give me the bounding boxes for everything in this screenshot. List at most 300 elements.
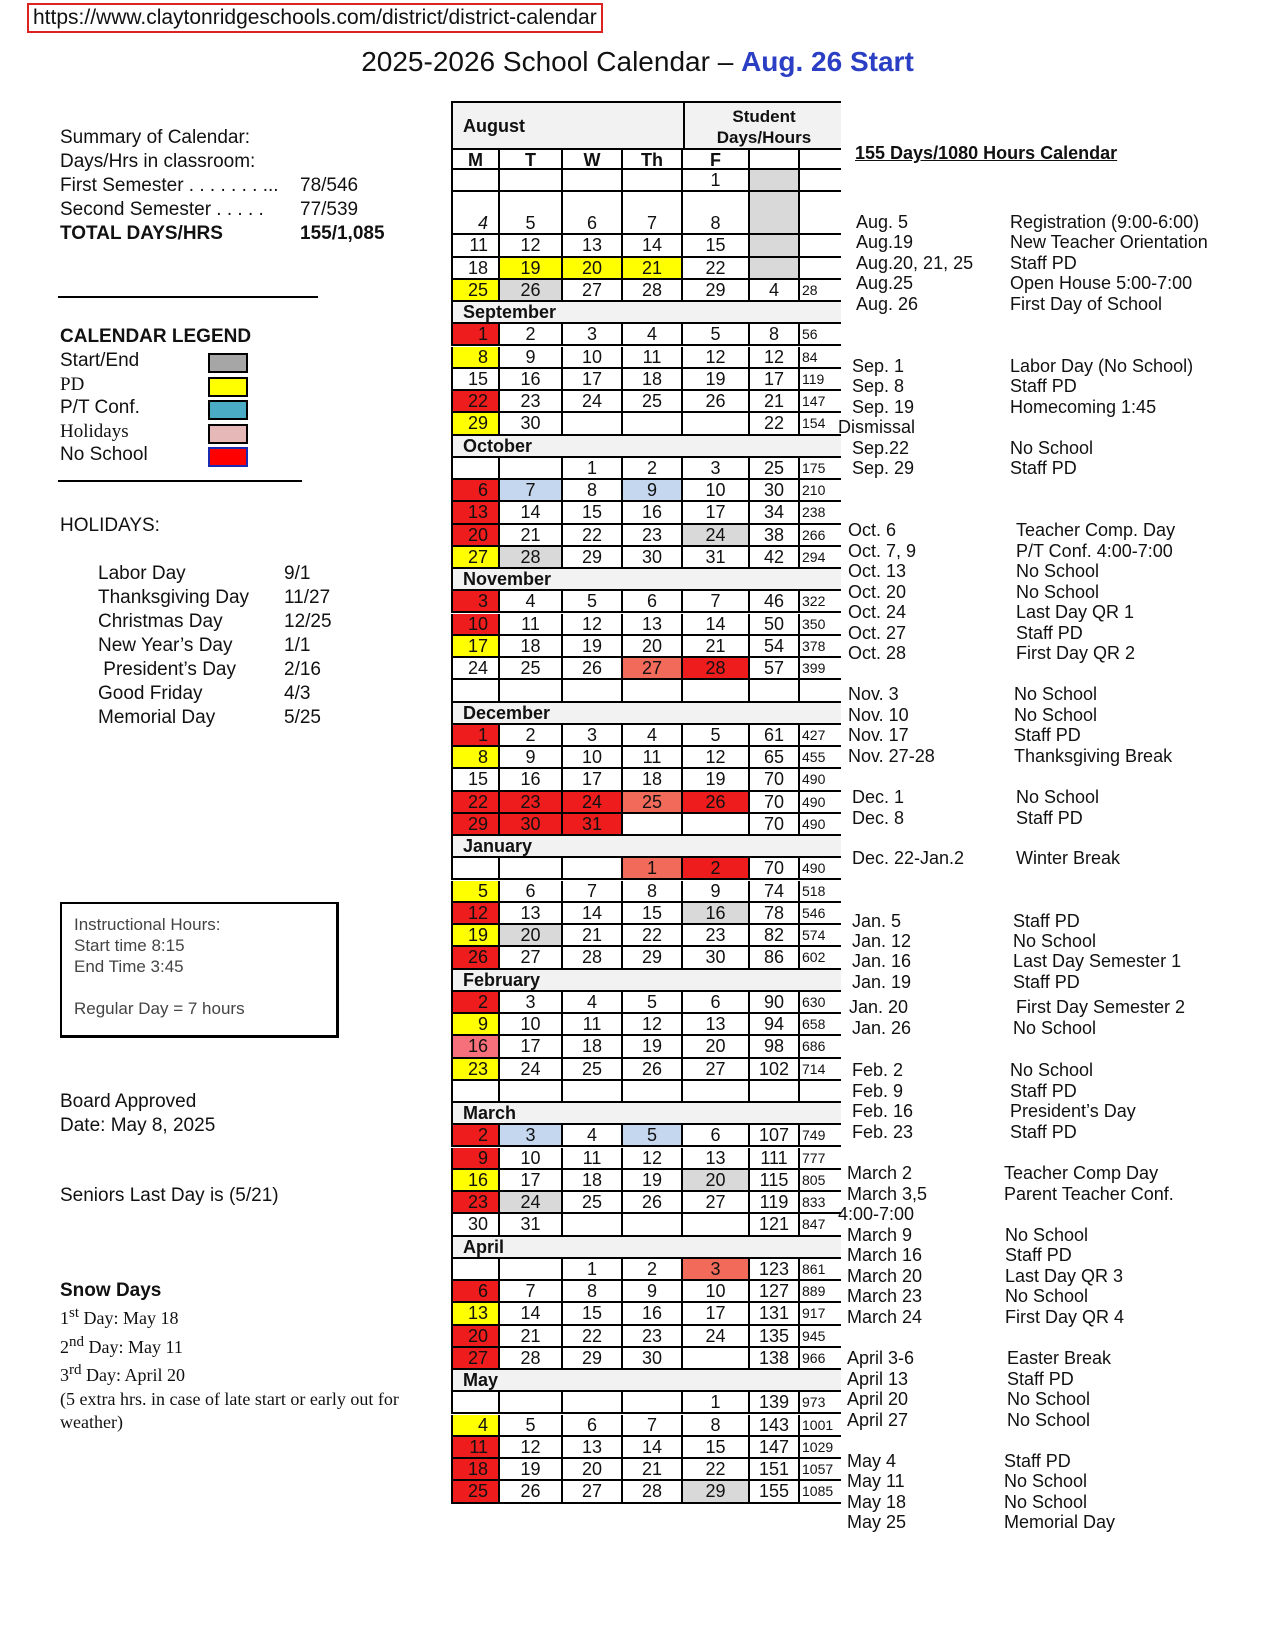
hours-cell: 28 [798, 280, 841, 302]
legend-item [60, 374, 251, 398]
holiday-item [98, 634, 332, 658]
day-cell: 21 [681, 636, 748, 658]
event-date: March 9 [847, 1225, 913, 1245]
event-date: Oct. 24 [848, 602, 907, 622]
hours-cell [798, 192, 841, 235]
legend-label: P/T Conf. [60, 397, 140, 418]
summary-value: 77/539 [300, 199, 359, 220]
student-days-cell: 70 [748, 769, 798, 791]
student-days-cell [748, 258, 798, 280]
holiday-date: 9/1 [284, 563, 311, 584]
day-cell: 9 [451, 1014, 498, 1036]
event-date: Oct. 13 [848, 561, 907, 581]
summary-sub: Days/Hrs in classroom: [60, 151, 256, 172]
event-date: Nov. 10 [848, 705, 909, 725]
day-cell: 21 [621, 258, 681, 280]
student-days-cell: 78 [748, 903, 798, 925]
instructional-start: Start time 8:15 [74, 936, 185, 955]
day-cell: 27 [561, 280, 621, 302]
day-cell: 29 [561, 1348, 621, 1370]
day-cell: 16 [451, 1170, 498, 1192]
day-cell: 20 [451, 525, 498, 547]
event-date: May 25 [847, 1512, 907, 1532]
event-date: Nov. 17 [848, 725, 909, 745]
day-cell: 18 [561, 1036, 621, 1058]
student-days-cell: 86 [748, 947, 798, 969]
hours-cell: 350 [798, 614, 841, 636]
day-cell: 15 [451, 769, 498, 791]
day-cell: 19 [621, 1170, 681, 1192]
day-cell: 12 [621, 1148, 681, 1170]
day-cell: 31 [498, 1214, 561, 1236]
event-description: Homecoming 1:45 [1010, 397, 1157, 417]
legend-item [60, 421, 251, 445]
instructional-regular: Regular Day = 7 hours [74, 999, 245, 1018]
summary-row [60, 222, 385, 246]
day-cell: 26 [451, 947, 498, 969]
day-cell: 2 [451, 1125, 498, 1147]
day-cell [681, 413, 748, 435]
hours-cell: 630 [798, 992, 841, 1014]
day-cell: 3 [498, 992, 561, 1014]
divider [58, 480, 302, 482]
day-cell: 11 [451, 1437, 498, 1459]
event-date: Oct. 27 [848, 623, 907, 643]
snow-note: weather) [60, 1412, 123, 1432]
day-cell: 2 [498, 324, 561, 346]
event-date: Jan. 5 [852, 911, 902, 931]
day-cell: 17 [681, 1303, 748, 1325]
event-date: May 18 [847, 1492, 907, 1512]
day-cell: 31 [681, 547, 748, 569]
day-cell: 4 [498, 591, 561, 613]
student-days-cell: 70 [748, 858, 798, 880]
day-cell [621, 680, 681, 702]
day-cell: 1 [451, 725, 498, 747]
day-cell: 25 [451, 280, 498, 302]
hours-cell: 154 [798, 413, 841, 435]
day-cell: 17 [681, 502, 748, 524]
hours-cell: 1085 [798, 1481, 841, 1503]
day-cell: 14 [498, 1303, 561, 1325]
month-label: May [451, 1370, 841, 1392]
event-date: Feb. 2 [852, 1060, 904, 1080]
hours-cell: 84 [798, 347, 841, 369]
day-cell: 6 [561, 1415, 621, 1437]
day-cell: 5 [621, 1125, 681, 1147]
day-cell: 30 [621, 1348, 681, 1370]
day-cell: 18 [621, 369, 681, 391]
day-cell: 13 [621, 614, 681, 636]
day-cell [561, 1081, 621, 1103]
day-cell: 7 [498, 1281, 561, 1303]
event-date: March 23 [847, 1286, 923, 1306]
legend-label: Holidays [60, 420, 129, 442]
hours-cell: 805 [798, 1170, 841, 1192]
hours-cell: 322 [798, 591, 841, 613]
holiday-date: 12/25 [284, 611, 332, 632]
day-cell [561, 170, 621, 192]
day-cell: 1 [681, 170, 748, 192]
day-cell [498, 458, 561, 480]
student-days-cell: 82 [748, 925, 798, 947]
holiday-name: New Year’s Day [98, 635, 233, 656]
day-cell: 26 [681, 391, 748, 413]
event-description: Parent Teacher Conf. [1004, 1184, 1174, 1204]
student-days-cell: 139 [748, 1392, 798, 1414]
day-cell: 4 [561, 992, 621, 1014]
day-cell [498, 170, 561, 192]
student-days-cell: 38 [748, 525, 798, 547]
page-title [0, 46, 1275, 78]
hours-cell: 210 [798, 480, 841, 502]
day-cell: 16 [621, 1303, 681, 1325]
month-label: November [451, 569, 841, 591]
divider [58, 296, 318, 298]
calendar-grid [451, 101, 841, 1541]
day-cell: 6 [621, 591, 681, 613]
event-date: Aug. 26 [856, 294, 919, 314]
snow-note: (5 extra hrs. in case of late start or early out for [60, 1388, 399, 1409]
day-cell: 7 [498, 480, 561, 502]
student-days-cell [748, 680, 798, 702]
hours-cell: 490 [798, 858, 841, 880]
hours-cell: 574 [798, 925, 841, 947]
day-cell: 17 [561, 769, 621, 791]
hours-cell: 294 [798, 547, 841, 569]
event-date: Oct. 20 [848, 582, 907, 602]
source-url[interactable]: https://www.claytonridgeschools.com/district/district-calendar [27, 3, 603, 33]
event-date: April 13 [847, 1369, 909, 1389]
day-cell: 9 [498, 747, 561, 769]
day-cell: 11 [498, 614, 561, 636]
day-cell: 24 [681, 525, 748, 547]
legend-swatch [208, 377, 248, 397]
day-cell: 10 [498, 1148, 561, 1170]
student-days-cell: 54 [748, 636, 798, 658]
day-cell: 23 [451, 1059, 498, 1081]
legend-swatch [208, 400, 248, 420]
student-days-cell: 90 [748, 992, 798, 1014]
day-cell: 9 [451, 1148, 498, 1170]
day-cell: 3 [561, 324, 621, 346]
instructional-end: End Time 3:45 [74, 957, 184, 976]
event-description: No School [1013, 931, 1097, 951]
legend-swatch [208, 353, 248, 373]
day-cell: 15 [681, 1437, 748, 1459]
event-description: No School [1016, 561, 1100, 581]
event-date: 4:00-7:00 [838, 1204, 915, 1224]
event-description: Thanksgiving Break [1014, 746, 1173, 766]
day-cell: 20 [561, 258, 621, 280]
event-description: President’s Day [1010, 1101, 1136, 1121]
calendar-legend [60, 326, 251, 468]
day-cell: 26 [498, 1481, 561, 1503]
day-cell: 1 [561, 1259, 621, 1281]
event-description: No School [1005, 1225, 1089, 1245]
summary-row [60, 198, 385, 222]
calendar-cell [748, 148, 798, 170]
hours-cell: 749 [798, 1125, 841, 1147]
instructional-heading: Instructional Hours: [74, 915, 221, 934]
student-days-cell: 70 [748, 792, 798, 814]
snow-ord: 3 [60, 1365, 69, 1385]
summary-block [60, 126, 385, 246]
event-description: Staff PD [1005, 1245, 1072, 1265]
event-description: No School [1016, 787, 1100, 807]
day-cell: 20 [621, 636, 681, 658]
day-cell: 27 [451, 547, 498, 569]
event-description: First Day QR 2 [1016, 643, 1136, 663]
day-cell: 12 [498, 1437, 561, 1459]
day-cell [498, 1081, 561, 1103]
day-cell: 21 [498, 525, 561, 547]
event-date: Jan. 12 [852, 931, 912, 951]
day-cell: 11 [621, 747, 681, 769]
day-cell: 19 [561, 636, 621, 658]
event-description: Staff PD [1014, 725, 1081, 745]
holiday-date: 5/25 [284, 707, 321, 728]
month-label: March [451, 1103, 841, 1125]
day-cell: 15 [561, 1303, 621, 1325]
event-date: Dismissal [838, 417, 916, 437]
day-cell: 14 [561, 903, 621, 925]
day-cell: 14 [681, 614, 748, 636]
event-date: Oct. 7, 9 [848, 541, 917, 561]
event-date: Dec. 22-Jan.2 [852, 848, 965, 868]
day-cell: 22 [561, 525, 621, 547]
day-cell: 2 [621, 1259, 681, 1281]
day-cell: 22 [561, 1326, 621, 1348]
event-date: Aug.25 [856, 273, 914, 293]
day-cell: 29 [451, 814, 498, 836]
student-days-cell: 74 [748, 881, 798, 903]
event-date: Sep. 1 [852, 356, 905, 376]
title-accent: Aug. 26 Start [741, 46, 914, 77]
seniors-last-day: Seniors Last Day is (5/21) [60, 1185, 279, 1206]
snow-sup: rd [69, 1362, 82, 1378]
day-cell [451, 1392, 498, 1414]
hours-cell: 490 [798, 792, 841, 814]
student-days-cell: 94 [748, 1014, 798, 1036]
event-description: Last Day QR 1 [1016, 602, 1135, 622]
hours-cell: 602 [798, 947, 841, 969]
event-description: Last Day QR 3 [1005, 1266, 1124, 1286]
day-cell: 14 [498, 502, 561, 524]
student-days-cell: 65 [748, 747, 798, 769]
hours-cell: 119 [798, 369, 841, 391]
day-cell: 8 [561, 480, 621, 502]
student-days-cell: 127 [748, 1281, 798, 1303]
event-description: Winter Break [1016, 848, 1121, 868]
legend-swatch [208, 424, 248, 444]
day-cell: 28 [498, 1348, 561, 1370]
event-date: Jan. 19 [852, 972, 912, 992]
day-cell [451, 170, 498, 192]
day-cell: 15 [451, 369, 498, 391]
legend-item [60, 397, 251, 421]
day-cell [498, 1392, 561, 1414]
day-cell: 25 [561, 1059, 621, 1081]
day-cell: 4 [621, 725, 681, 747]
day-cell: 8 [621, 881, 681, 903]
day-cell: 21 [498, 1326, 561, 1348]
day-cell: 10 [681, 480, 748, 502]
day-cell: 13 [498, 903, 561, 925]
day-cell: 10 [498, 1014, 561, 1036]
event-date: April 20 [847, 1389, 909, 1409]
legend-item [60, 350, 251, 374]
day-cell: 6 [681, 992, 748, 1014]
day-cell: 24 [451, 658, 498, 680]
day-cell: 16 [498, 369, 561, 391]
day-cell: 19 [681, 769, 748, 791]
day-cell [561, 858, 621, 880]
day-cell: 9 [621, 1281, 681, 1303]
student-days-cell: 121 [748, 1214, 798, 1236]
day-cell [681, 1081, 748, 1103]
day-cell: 9 [621, 480, 681, 502]
student-days-cell [748, 235, 798, 257]
event-description: Open House 5:00-7:00 [1010, 273, 1193, 293]
summary-value: 78/546 [300, 175, 359, 196]
snow-sup: st [69, 1305, 80, 1321]
hours-cell: 686 [798, 1036, 841, 1058]
event-description: Staff PD [1016, 808, 1083, 828]
month-label: April [451, 1237, 841, 1259]
day-cell [561, 1214, 621, 1236]
hours-cell: 490 [798, 814, 841, 836]
student-days-cell: 111 [748, 1148, 798, 1170]
day-cell: 1 [621, 858, 681, 880]
hours-cell: 518 [798, 881, 841, 903]
holiday-date: 2/16 [284, 659, 321, 680]
event-description: Staff PD [1010, 1081, 1077, 1101]
snow-sup: nd [69, 1333, 84, 1350]
day-cell: 24 [561, 792, 621, 814]
day-cell: 30 [681, 947, 748, 969]
holiday-item [98, 610, 332, 634]
day-cell: 4 [561, 1125, 621, 1147]
student-days-cell: 155 [748, 1481, 798, 1503]
student-days-cell: 143 [748, 1415, 798, 1437]
event-date: Jan. 16 [852, 951, 912, 971]
event-description: P/T Conf. 4:00-7:00 [1016, 541, 1173, 561]
day-cell [621, 1214, 681, 1236]
day-cell [621, 1081, 681, 1103]
month-label: August [463, 116, 525, 136]
event-date: April 3-6 [847, 1348, 915, 1368]
legend-label: Start/End [60, 350, 140, 371]
event-date: Dec. 1 [852, 787, 905, 807]
day-cell: 15 [561, 502, 621, 524]
holiday-item [98, 706, 332, 730]
event-date: Aug.20, 21, 25 [856, 253, 974, 273]
day-cell: 26 [681, 792, 748, 814]
day-cell: 17 [498, 1036, 561, 1058]
snow-day [60, 1302, 460, 1331]
day-cell: 17 [561, 369, 621, 391]
hours-cell: 966 [798, 1348, 841, 1370]
event-description: No School [1014, 684, 1098, 704]
day-cell: 30 [498, 413, 561, 435]
hours-cell: 973 [798, 1392, 841, 1414]
day-cell: 19 [681, 369, 748, 391]
day-cell: 12 [451, 903, 498, 925]
student-days-header: Student Days/Hours [683, 103, 841, 150]
student-days-cell [748, 192, 798, 235]
hours-cell [798, 235, 841, 257]
holidays-heading: HOLIDAYS: [60, 515, 160, 536]
day-cell: 3 [681, 1259, 748, 1281]
event-date: Sep. 29 [852, 458, 915, 478]
day-cell: 4 [451, 192, 498, 235]
holidays-list [98, 562, 332, 730]
event-description: No School [1004, 1471, 1088, 1491]
student-days-cell [748, 1081, 798, 1103]
hours-cell: 917 [798, 1303, 841, 1325]
summary-label: Second Semester . . . . . [60, 199, 264, 220]
day-cell: 13 [451, 502, 498, 524]
day-cell: 10 [451, 614, 498, 636]
day-cell: 12 [561, 614, 621, 636]
event-date: Sep. 8 [852, 376, 905, 396]
day-cell: 2 [451, 992, 498, 1014]
hours-cell: 266 [798, 525, 841, 547]
hours-cell: 1057 [798, 1459, 841, 1481]
event-description: First Day Semester 2 [1016, 997, 1186, 1017]
day-cell: 10 [561, 347, 621, 369]
day-cell: 12 [681, 347, 748, 369]
day-cell: 12 [621, 1014, 681, 1036]
event-date: Oct. 28 [848, 643, 907, 663]
day-cell: 29 [451, 413, 498, 435]
day-cell: 31 [561, 814, 621, 836]
holiday-item [98, 658, 332, 682]
day-cell [621, 1392, 681, 1414]
day-cell [451, 1081, 498, 1103]
event-date: Nov. 27-28 [848, 746, 935, 766]
summary-value: 155/1,085 [300, 223, 385, 244]
snow-ord: 1 [60, 1308, 69, 1328]
student-days-cell: 123 [748, 1259, 798, 1281]
event-description: No School [1004, 1492, 1088, 1512]
day-header: W [561, 148, 621, 170]
day-cell: 8 [681, 192, 748, 235]
hours-cell: 238 [798, 502, 841, 524]
event-description: No School [1005, 1286, 1089, 1306]
event-description: No School [1007, 1410, 1091, 1430]
day-cell: 5 [561, 591, 621, 613]
event-date: Oct. 6 [848, 520, 897, 540]
event-description: Staff PD [1010, 458, 1077, 478]
event-description: Staff PD [1010, 1122, 1077, 1142]
day-cell: 23 [621, 525, 681, 547]
day-cell [681, 1348, 748, 1370]
hours-cell: 175 [798, 458, 841, 480]
snow-days [60, 1280, 460, 1435]
events-title: 155 Days/1080 Hours Calendar [855, 143, 1118, 163]
event-date: Aug. 5 [856, 212, 909, 232]
day-cell [621, 814, 681, 836]
day-cell: 13 [561, 1437, 621, 1459]
hours-cell: 658 [798, 1014, 841, 1036]
day-cell [681, 680, 748, 702]
hours-cell: 399 [798, 658, 841, 680]
day-cell: 30 [451, 1214, 498, 1236]
event-date: March 2 [847, 1163, 913, 1183]
event-description: Labor Day (No School) [1010, 356, 1194, 376]
